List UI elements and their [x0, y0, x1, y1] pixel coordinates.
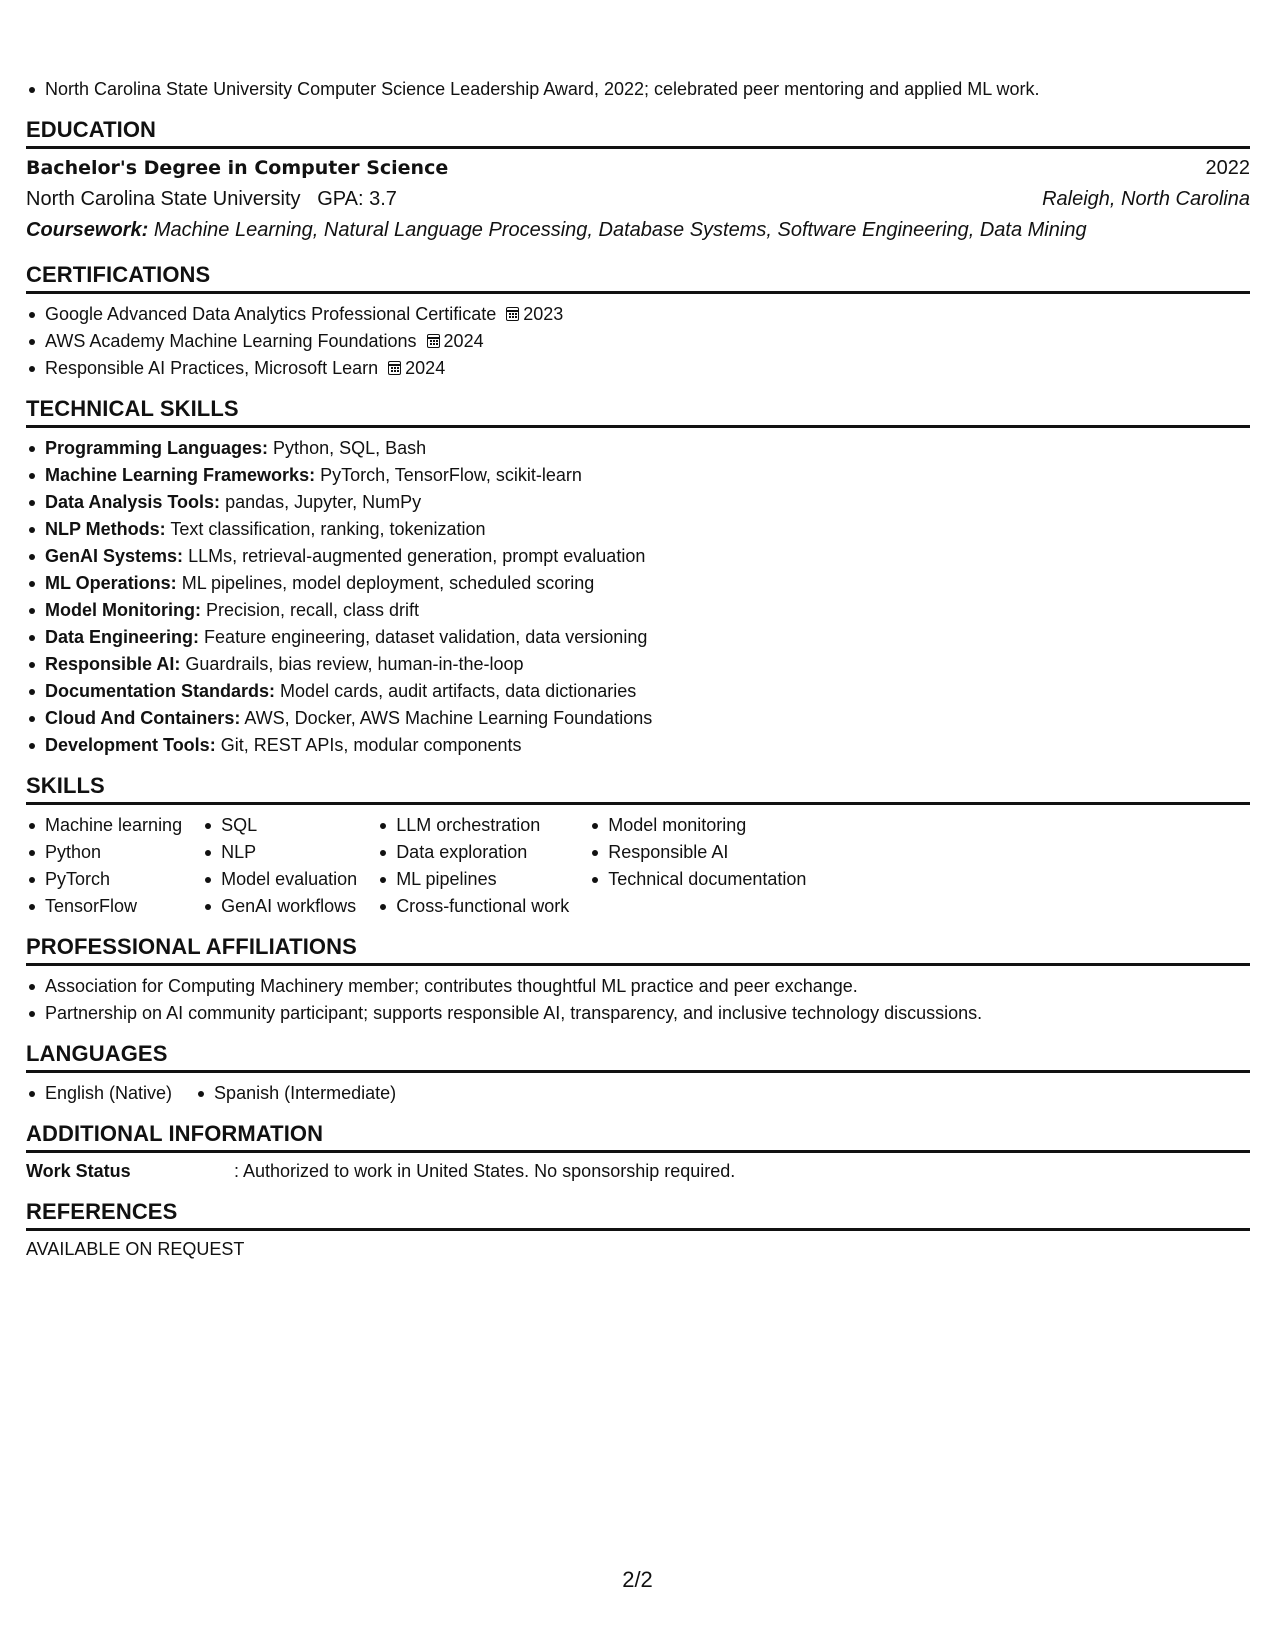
skill-values: AWS, Docker, AWS Machine Learning Foundations [244, 708, 653, 728]
technical-skills-list [26, 428, 1250, 759]
certification-year: 2023 [523, 304, 564, 324]
skill-item: SQL [202, 812, 357, 839]
skill-category: Data Analysis Tools: [45, 492, 221, 512]
certification-name: AWS Academy Machine Learning Foundations [45, 331, 417, 351]
degree-name: Bachelor's Degree in Computer Science [26, 157, 449, 179]
skill-category: Documentation Standards: [45, 681, 276, 701]
skills-column [589, 812, 806, 920]
calendar-icon [506, 307, 519, 321]
affiliations-section [26, 934, 1250, 1027]
skill-values: ML pipelines, model deployment, scheduled scoring [181, 573, 595, 593]
affiliations-list [26, 966, 1250, 1027]
skill-category: Machine Learning Frameworks: [45, 465, 316, 485]
certification-item [26, 355, 1250, 382]
skill-category: Cloud And Containers: [45, 708, 241, 728]
skill-category: Data Engineering: [45, 627, 200, 647]
skills-grid [26, 805, 1250, 920]
technical-skill-item [26, 678, 1250, 705]
skill-item: NLP [202, 839, 357, 866]
skill-category: Model Monitoring: [45, 600, 201, 620]
skills-heading: SKILLS [26, 773, 1250, 805]
technical-skill-item [26, 435, 1250, 462]
skills-column [377, 812, 569, 920]
resume-page [26, 76, 1250, 1263]
languages-section [26, 1041, 1250, 1107]
skill-item: GenAI workflows [202, 893, 357, 920]
skill-item: Python [26, 839, 182, 866]
technical-skill-item [26, 705, 1250, 732]
language-item: Spanish (Intermediate) [195, 1080, 396, 1107]
technical-skill-item [26, 489, 1250, 516]
skill-item: ML pipelines [377, 866, 569, 893]
school-location: Raleigh, North Carolina [1042, 188, 1250, 210]
languages-heading: LANGUAGES [26, 1041, 1250, 1073]
technical-skills-heading: TECHNICAL SKILLS [26, 396, 1250, 428]
affiliations-heading: PROFESSIONAL AFFILIATIONS [26, 934, 1250, 966]
language-item: English (Native) [26, 1080, 172, 1107]
skill-item: Model monitoring [589, 812, 806, 839]
education-degree-row [26, 153, 1250, 184]
technical-skill-item [26, 624, 1250, 651]
certification-item [26, 301, 1250, 328]
skill-values: pandas, Jupyter, NumPy [225, 492, 422, 512]
skill-category: NLP Methods: [45, 519, 166, 539]
school-name: North Carolina State University [26, 188, 301, 210]
skills-column [202, 812, 357, 920]
skill-values: Text classification, ranking, tokenization [170, 519, 486, 539]
education-school-row [26, 184, 1250, 215]
skills-section [26, 773, 1250, 920]
skill-values: Model cards, audit artifacts, data dictionaries [280, 681, 637, 701]
skill-item: Model evaluation [202, 866, 357, 893]
technical-skill-item [26, 543, 1250, 570]
skill-category: GenAI Systems: [45, 546, 184, 566]
page-number: 2/2 [622, 1567, 653, 1592]
skill-category: ML Operations: [45, 573, 177, 593]
skill-item: Technical documentation [589, 866, 806, 893]
skill-category: Programming Languages: [45, 438, 269, 458]
additional-info-heading: ADDITIONAL INFORMATION [26, 1121, 1250, 1153]
work-status-row [26, 1153, 1250, 1185]
skill-values: LLMs, retrieval-augmented generation, prompt evaluation [188, 546, 646, 566]
certification-item [26, 328, 1250, 355]
school-and-gpa [26, 184, 397, 215]
certification-name: Responsible AI Practices, Microsoft Learn [45, 358, 379, 378]
calendar-icon [427, 334, 440, 348]
technical-skill-item [26, 570, 1250, 597]
references-heading: REFERENCES [26, 1199, 1250, 1231]
award-item: North Carolina State University Computer Science Leadership Award, 2022; celebrated peer mentoring and applied ML work. [26, 76, 1250, 103]
affiliation-item: Partnership on AI community participant; supports responsible AI, transparency, and inclusive technology discussions. [26, 1000, 1250, 1027]
additional-info-section [26, 1121, 1250, 1185]
skill-values: Guardrails, bias review, human-in-the-loop [185, 654, 524, 674]
gpa: GPA: 3.7 [317, 188, 397, 210]
skill-values: Git, REST APIs, modular components [220, 735, 522, 755]
skill-item: Responsible AI [589, 839, 806, 866]
certifications-section [26, 262, 1250, 382]
calendar-icon [388, 361, 401, 375]
coursework [26, 215, 1250, 246]
skill-category: Responsible AI: [45, 654, 181, 674]
technical-skill-item [26, 462, 1250, 489]
skills-column [26, 812, 182, 920]
languages-list [26, 1073, 1250, 1107]
skill-category: Development Tools: [45, 735, 216, 755]
skill-item: Machine learning [26, 812, 182, 839]
certifications-heading: CERTIFICATIONS [26, 262, 1250, 294]
certification-year: 2024 [405, 358, 446, 378]
technical-skill-item [26, 597, 1250, 624]
technical-skill-item [26, 651, 1250, 678]
references-text: AVAILABLE ON REQUEST [26, 1239, 245, 1259]
coursework-list: Machine Learning, Natural Language Processing, Database Systems, Software Engineering, Data Mining [153, 219, 1087, 241]
coursework-label: Coursework: [26, 219, 149, 241]
awards-list [26, 76, 1250, 103]
skill-item: PyTorch [26, 866, 182, 893]
work-status-value: : Authorized to work in United States. No sponsorship required. [234, 1161, 736, 1181]
graduation-year: 2022 [1205, 157, 1250, 179]
certifications-list [26, 294, 1250, 382]
certification-year: 2024 [443, 331, 484, 351]
skill-values: PyTorch, TensorFlow, scikit-learn [320, 465, 582, 485]
technical-skills-section [26, 396, 1250, 759]
work-status-label: Work Status [26, 1161, 131, 1181]
education-heading: EDUCATION [26, 117, 1250, 149]
skill-item: TensorFlow [26, 893, 182, 920]
skill-values: Feature engineering, dataset validation, data versioning [204, 627, 648, 647]
education-section [26, 117, 1250, 246]
skill-item: Cross-functional work [377, 893, 569, 920]
certification-name: Google Advanced Data Analytics Professional Certificate [45, 304, 497, 324]
skill-item: Data exploration [377, 839, 569, 866]
technical-skill-item [26, 516, 1250, 543]
references-section [26, 1199, 1250, 1263]
technical-skill-item [26, 732, 1250, 759]
skill-values: Python, SQL, Bash [273, 438, 427, 458]
skill-values: Precision, recall, class drift [205, 600, 420, 620]
affiliation-item: Association for Computing Machinery member; contributes thoughtful ML practice and peer exchange. [26, 973, 1250, 1000]
skill-item: LLM orchestration [377, 812, 569, 839]
